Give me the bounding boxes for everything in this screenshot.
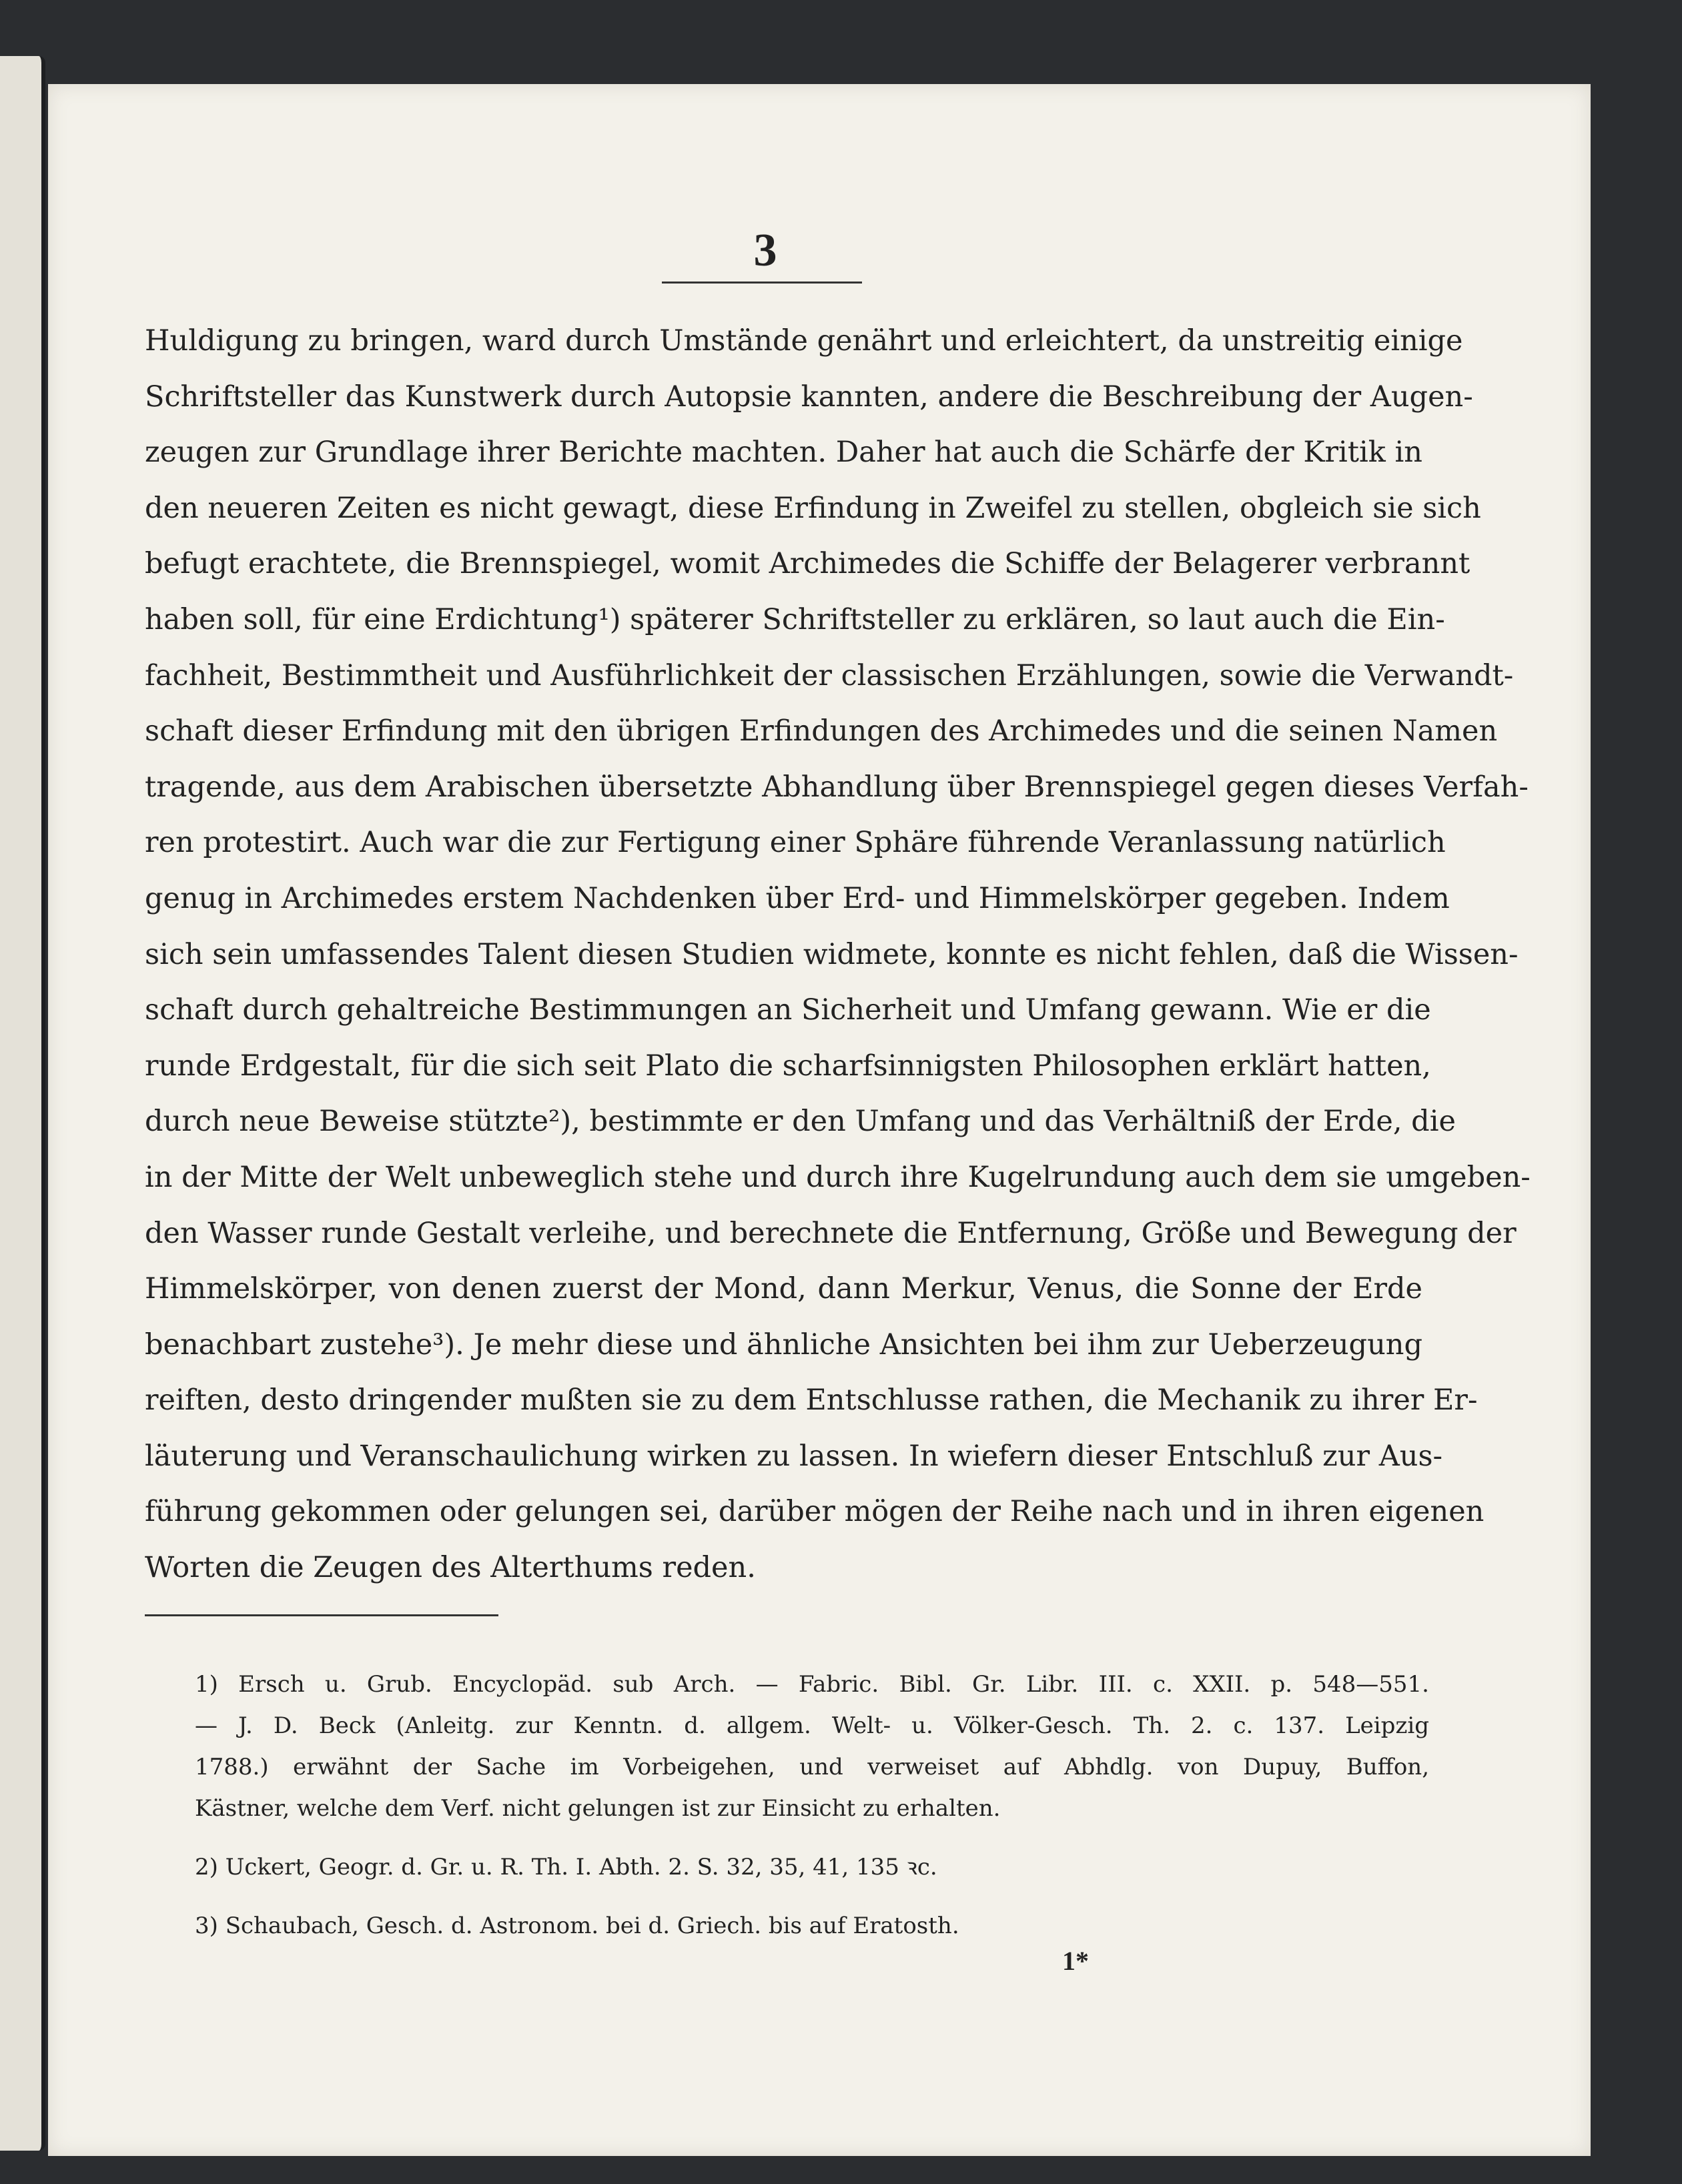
text-line: fachheit, Bestimmtheit und Ausführlichkeit der classischen Erzählungen, sowie die Verwandt-: [145, 658, 1514, 692]
text-line: benachbart zustehe³). Je mehr diese und ähnliche Ansichten bei ihm zur Ueberzeugung: [145, 1327, 1422, 1361]
book-page: [48, 84, 1591, 2156]
text-line: führung gekommen oder gelungen sei, darüber mögen der Reihe nach und in ihren eigenen: [145, 1495, 1485, 1529]
text-line: schaft durch gehaltreiche Bestimmungen an Sicherheit und Umfang gewann. Wie er die: [145, 993, 1431, 1027]
signature-mark: 1*: [1062, 1946, 1089, 1976]
footnote-line: — J. D. Beck (Anleitg. zur Kenntn. d. allgem. Welt- u. Völker-Gesch. Th. 2. c. 137. Leipzig: [195, 1712, 1429, 1739]
text-line: zeugen zur Grundlage ihrer Berichte machten. Daher hat auch die Schärfe der Kritik in: [145, 436, 1422, 470]
header-rule: [662, 282, 862, 284]
text-line: sich sein umfassendes Talent diesen Studien widmete, konnte es nicht fehlen, daß die Wissen-: [145, 937, 1519, 971]
text-line: befugt erachtete, die Brennspiegel, womit Archimedes die Schiffe der Belagerer verbrannt: [145, 547, 1470, 581]
text-line: läuterung und Veranschaulichung wirken zu lassen. In wiefern dieser Entschluß zur Aus-: [145, 1439, 1443, 1473]
footnote-3: [195, 1905, 1429, 1947]
text-line: Schriftsteller das Kunstwerk durch Autopsie kannten, andere die Beschreibung der Augen-: [145, 380, 1473, 414]
footnotes: [195, 1664, 1429, 1964]
text-line: in der Mitte der Welt unbeweglich stehe und durch ihre Kugelrundung auch dem sie umgeben-: [145, 1160, 1531, 1194]
footnote-line: Kästner, welche dem Verf. nicht gelungen ist zur Einsicht zu erhalten.: [195, 1795, 1001, 1822]
text-line: Huldigung zu bringen, ward durch Umstände genährt und erleichtert, da unstreitig einige: [145, 324, 1463, 358]
footnote-2: [195, 1846, 1429, 1888]
text-line: tragende, aus dem Arabischen übersetzte Abhandlung über Brennspiegel gegen dieses Verfah-: [145, 770, 1529, 804]
text-line: haben soll, für eine Erdichtung¹) späterer Schriftsteller zu erklären, so laut auch die Ein-: [145, 602, 1445, 636]
text-line: genug in Archimedes erstem Nachdenken über Erd- und Himmelskörper gegeben. Indem: [145, 881, 1450, 915]
text-line: reiften, desto dringender mußten sie zu dem Entschlusse rathen, die Mechanik zu ihrer Er-: [145, 1384, 1478, 1418]
text-line: runde Erdgestalt, für die sich seit Plato die scharfsinnigsten Philosophen erklärt hatten,: [145, 1049, 1431, 1083]
footnote-rule: [145, 1614, 498, 1616]
footnote-1: [195, 1664, 1429, 1829]
page-number: 3: [753, 225, 777, 276]
text-line: Himmelskörper, von denen zuerst der Mond, dann Merkur, Venus, die Sonne der Erde: [145, 1272, 1422, 1306]
body-text: [145, 314, 1531, 1596]
text-line: Worten die Zeugen des Alterthums reden.: [145, 1551, 756, 1585]
footnote-line: 2) Uckert, Geogr. d. Gr. u. R. Th. I. Abth. 2. S. 32, 35, 41, 135 ꝛc.: [195, 1854, 937, 1880]
footnote-line: 1) Ersch u. Grub. Encyclopäd. sub Arch. — Fabric. Bibl. Gr. Libr. III. c. XXII. p. 548—551.: [195, 1671, 1429, 1698]
footnote-line: 1788.) erwähnt der Sache im Vorbeigehen, und verweiset auf Abhdlg. von Dupuy, Buffon,: [195, 1754, 1429, 1780]
footnote-line: 3) Schaubach, Gesch. d. Astronom. bei d. Griech. bis auf Eratosth.: [195, 1913, 959, 1939]
text-line: den neueren Zeiten es nicht gewagt, diese Erfindung in Zweifel zu stellen, obgleich sie sich: [145, 491, 1481, 525]
text-line: den Wasser runde Gestalt verleihe, und berechnete die Entfernung, Größe und Bewegung der: [145, 1216, 1517, 1250]
text-line: ren protestirt. Auch war die zur Fertigung einer Sphäre führende Veranlassung natürlich: [145, 826, 1446, 860]
previous-page-edge: [0, 56, 45, 2151]
text-line: schaft dieser Erfindung mit den übrigen Erfindungen des Archimedes und die seinen Namen: [145, 714, 1498, 748]
text-line: durch neue Beweise stützte²), bestimmte er den Umfang und das Verhältniß der Erde, die: [145, 1105, 1456, 1139]
